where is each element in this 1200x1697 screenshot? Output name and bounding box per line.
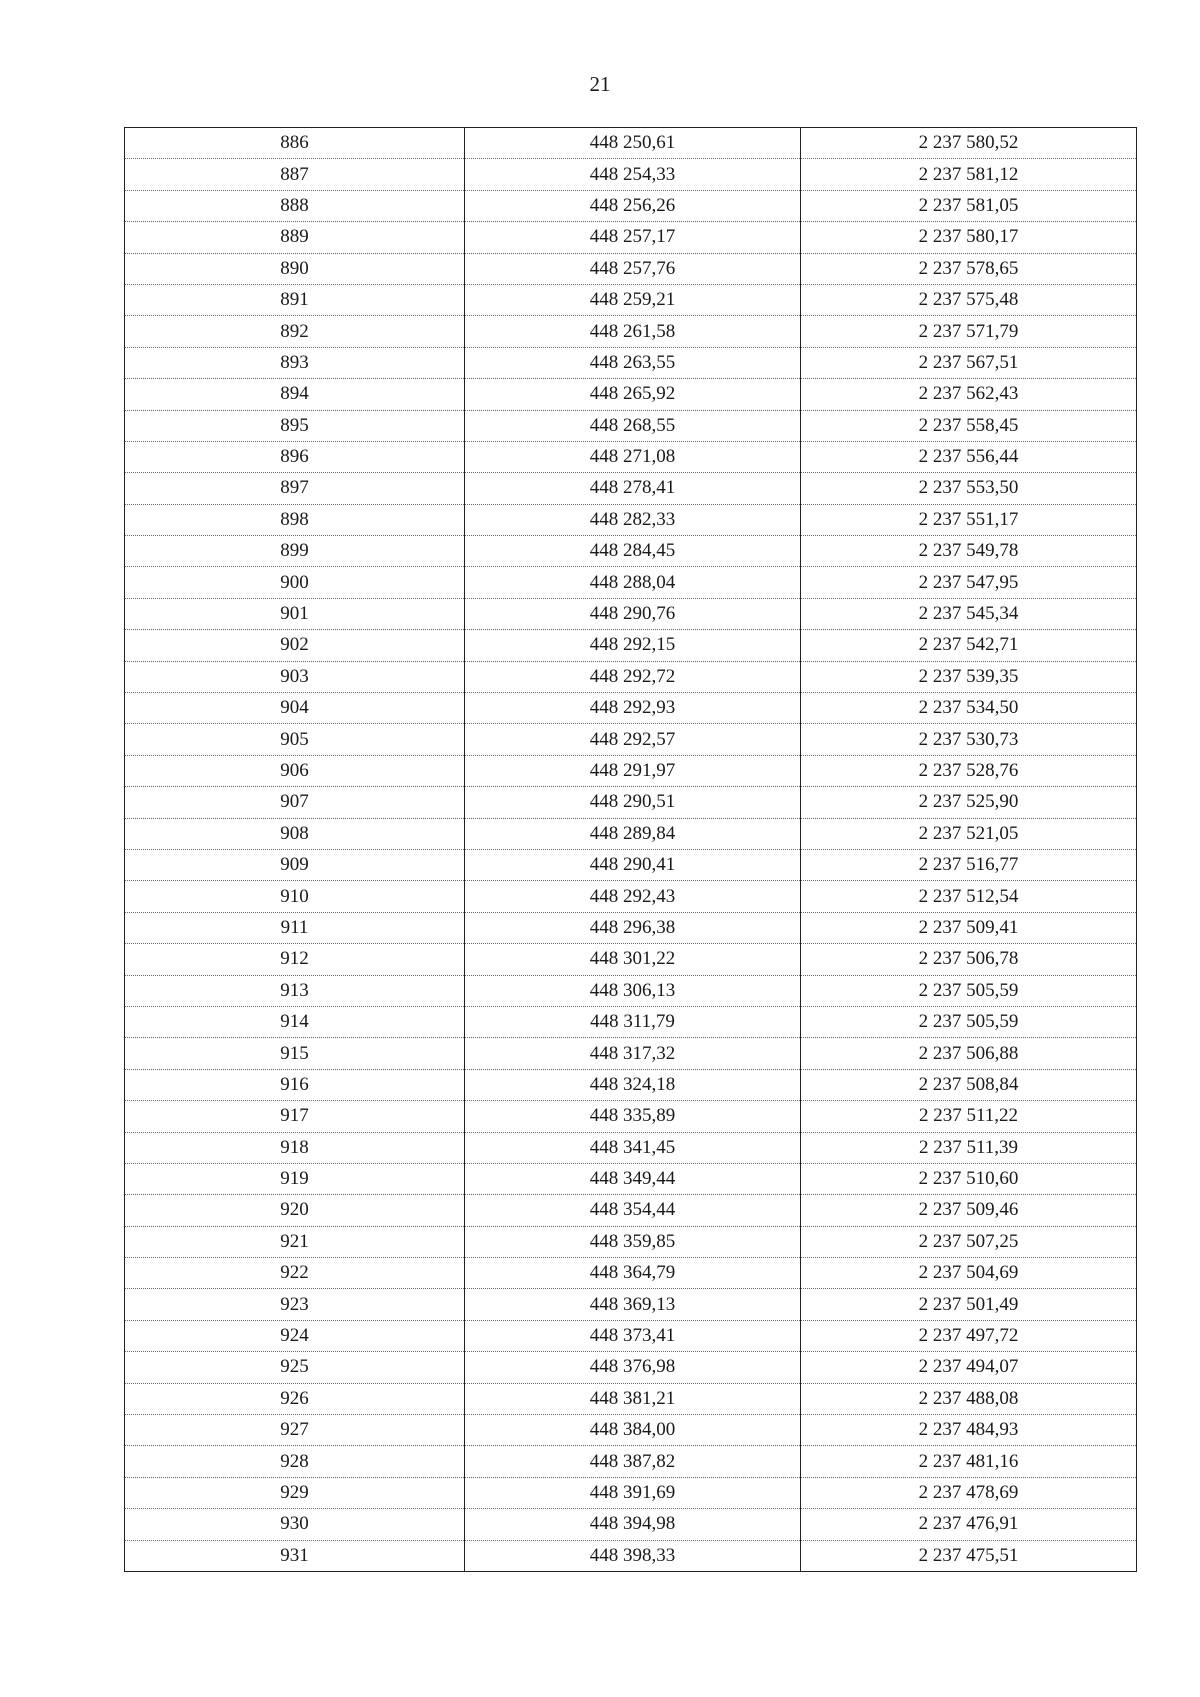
y-coordinate-cell: 2 237 478,69 <box>801 1477 1137 1508</box>
x-coordinate-cell: 448 290,76 <box>465 598 801 629</box>
table-row <box>125 630 1137 661</box>
x-coordinate-cell: 448 292,93 <box>465 693 801 724</box>
y-coordinate-cell: 2 237 506,78 <box>801 944 1137 975</box>
y-coordinate-cell: 2 237 562,43 <box>801 379 1137 410</box>
table-row <box>125 441 1137 472</box>
y-coordinate-cell: 2 237 578,65 <box>801 253 1137 284</box>
y-coordinate-cell: 2 237 525,90 <box>801 787 1137 818</box>
x-coordinate-cell: 448 391,69 <box>465 1477 801 1508</box>
x-coordinate-cell: 448 387,82 <box>465 1446 801 1477</box>
x-coordinate-cell: 448 301,22 <box>465 944 801 975</box>
y-coordinate-cell: 2 237 506,88 <box>801 1038 1137 1069</box>
x-coordinate-cell: 448 254,33 <box>465 159 801 190</box>
point-number-cell: 917 <box>125 1101 465 1132</box>
table-row <box>125 1226 1137 1257</box>
y-coordinate-cell: 2 237 509,46 <box>801 1195 1137 1226</box>
point-number-cell: 909 <box>125 849 465 880</box>
table-row <box>125 190 1137 221</box>
y-coordinate-cell: 2 237 571,79 <box>801 316 1137 347</box>
table-row <box>125 1101 1137 1132</box>
point-number-cell: 919 <box>125 1163 465 1194</box>
point-number-cell: 886 <box>125 128 465 159</box>
table-row <box>125 284 1137 315</box>
y-coordinate-cell: 2 237 551,17 <box>801 504 1137 535</box>
y-coordinate-cell: 2 237 575,48 <box>801 284 1137 315</box>
table-row <box>125 1195 1137 1226</box>
y-coordinate-cell: 2 237 504,69 <box>801 1258 1137 1289</box>
y-coordinate-cell: 2 237 580,52 <box>801 128 1137 159</box>
x-coordinate-cell: 448 296,38 <box>465 912 801 943</box>
point-number-cell: 927 <box>125 1415 465 1446</box>
table-row <box>125 818 1137 849</box>
point-number-cell: 898 <box>125 504 465 535</box>
y-coordinate-cell: 2 237 507,25 <box>801 1226 1137 1257</box>
table-row <box>125 1320 1137 1351</box>
point-number-cell: 931 <box>125 1540 465 1571</box>
x-coordinate-cell: 448 384,00 <box>465 1415 801 1446</box>
y-coordinate-cell: 2 237 511,22 <box>801 1101 1137 1132</box>
point-number-cell: 923 <box>125 1289 465 1320</box>
y-coordinate-cell: 2 237 545,34 <box>801 598 1137 629</box>
y-coordinate-cell: 2 237 497,72 <box>801 1320 1137 1351</box>
y-coordinate-cell: 2 237 542,71 <box>801 630 1137 661</box>
y-coordinate-cell: 2 237 549,78 <box>801 536 1137 567</box>
y-coordinate-cell: 2 237 516,77 <box>801 849 1137 880</box>
point-number-cell: 914 <box>125 1006 465 1037</box>
coordinates-table-body <box>125 128 1137 1572</box>
point-number-cell: 900 <box>125 567 465 598</box>
x-coordinate-cell: 448 289,84 <box>465 818 801 849</box>
table-row <box>125 473 1137 504</box>
point-number-cell: 892 <box>125 316 465 347</box>
table-row <box>125 567 1137 598</box>
x-coordinate-cell: 448 354,44 <box>465 1195 801 1226</box>
table-row <box>125 1132 1137 1163</box>
y-coordinate-cell: 2 237 553,50 <box>801 473 1137 504</box>
table-row <box>125 975 1137 1006</box>
point-number-cell: 889 <box>125 222 465 253</box>
x-coordinate-cell: 448 257,76 <box>465 253 801 284</box>
point-number-cell: 915 <box>125 1038 465 1069</box>
point-number-cell: 904 <box>125 693 465 724</box>
y-coordinate-cell: 2 237 567,51 <box>801 347 1137 378</box>
point-number-cell: 906 <box>125 755 465 786</box>
x-coordinate-cell: 448 292,15 <box>465 630 801 661</box>
point-number-cell: 921 <box>125 1226 465 1257</box>
y-coordinate-cell: 2 237 484,93 <box>801 1415 1137 1446</box>
point-number-cell: 887 <box>125 159 465 190</box>
point-number-cell: 902 <box>125 630 465 661</box>
y-coordinate-cell: 2 237 488,08 <box>801 1383 1137 1414</box>
point-number-cell: 899 <box>125 536 465 567</box>
y-coordinate-cell: 2 237 528,76 <box>801 755 1137 786</box>
y-coordinate-cell: 2 237 547,95 <box>801 567 1137 598</box>
x-coordinate-cell: 448 349,44 <box>465 1163 801 1194</box>
point-number-cell: 903 <box>125 661 465 692</box>
y-coordinate-cell: 2 237 558,45 <box>801 410 1137 441</box>
table-row <box>125 1446 1137 1477</box>
table-row <box>125 661 1137 692</box>
x-coordinate-cell: 448 317,32 <box>465 1038 801 1069</box>
x-coordinate-cell: 448 263,55 <box>465 347 801 378</box>
x-coordinate-cell: 448 261,58 <box>465 316 801 347</box>
point-number-cell: 893 <box>125 347 465 378</box>
table-row <box>125 693 1137 724</box>
x-coordinate-cell: 448 376,98 <box>465 1352 801 1383</box>
y-coordinate-cell: 2 237 481,16 <box>801 1446 1137 1477</box>
y-coordinate-cell: 2 237 505,59 <box>801 975 1137 1006</box>
point-number-cell: 918 <box>125 1132 465 1163</box>
y-coordinate-cell: 2 237 505,59 <box>801 1006 1137 1037</box>
point-number-cell: 910 <box>125 881 465 912</box>
x-coordinate-cell: 448 256,26 <box>465 190 801 221</box>
y-coordinate-cell: 2 237 508,84 <box>801 1069 1137 1100</box>
point-number-cell: 894 <box>125 379 465 410</box>
point-number-cell: 913 <box>125 975 465 1006</box>
x-coordinate-cell: 448 324,18 <box>465 1069 801 1100</box>
x-coordinate-cell: 448 292,43 <box>465 881 801 912</box>
x-coordinate-cell: 448 257,17 <box>465 222 801 253</box>
table-row <box>125 1415 1137 1446</box>
point-number-cell: 925 <box>125 1352 465 1383</box>
table-row <box>125 347 1137 378</box>
y-coordinate-cell: 2 237 556,44 <box>801 441 1137 472</box>
point-number-cell: 928 <box>125 1446 465 1477</box>
x-coordinate-cell: 448 292,57 <box>465 724 801 755</box>
point-number-cell: 920 <box>125 1195 465 1226</box>
point-number-cell: 907 <box>125 787 465 818</box>
coordinates-table <box>124 127 1137 1572</box>
point-number-cell: 905 <box>125 724 465 755</box>
table-row <box>125 724 1137 755</box>
point-number-cell: 929 <box>125 1477 465 1508</box>
y-coordinate-cell: 2 237 512,54 <box>801 881 1137 912</box>
table-row <box>125 881 1137 912</box>
x-coordinate-cell: 448 381,21 <box>465 1383 801 1414</box>
table-row <box>125 787 1137 818</box>
table-row <box>125 536 1137 567</box>
table-row <box>125 253 1137 284</box>
table-row <box>125 316 1137 347</box>
x-coordinate-cell: 448 290,51 <box>465 787 801 818</box>
table-row <box>125 1258 1137 1289</box>
x-coordinate-cell: 448 335,89 <box>465 1101 801 1132</box>
y-coordinate-cell: 2 237 581,05 <box>801 190 1137 221</box>
x-coordinate-cell: 448 398,33 <box>465 1540 801 1571</box>
x-coordinate-cell: 448 292,72 <box>465 661 801 692</box>
x-coordinate-cell: 448 290,41 <box>465 849 801 880</box>
y-coordinate-cell: 2 237 494,07 <box>801 1352 1137 1383</box>
table-row <box>125 1006 1137 1037</box>
table-row <box>125 1383 1137 1414</box>
x-coordinate-cell: 448 369,13 <box>465 1289 801 1320</box>
point-number-cell: 890 <box>125 253 465 284</box>
table-row <box>125 755 1137 786</box>
y-coordinate-cell: 2 237 530,73 <box>801 724 1137 755</box>
x-coordinate-cell: 448 250,61 <box>465 128 801 159</box>
x-coordinate-cell: 448 265,92 <box>465 379 801 410</box>
table-row <box>125 1038 1137 1069</box>
point-number-cell: 922 <box>125 1258 465 1289</box>
table-row <box>125 912 1137 943</box>
x-coordinate-cell: 448 359,85 <box>465 1226 801 1257</box>
x-coordinate-cell: 448 394,98 <box>465 1509 801 1540</box>
table-row <box>125 504 1137 535</box>
point-number-cell: 895 <box>125 410 465 441</box>
x-coordinate-cell: 448 306,13 <box>465 975 801 1006</box>
point-number-cell: 930 <box>125 1509 465 1540</box>
table-row <box>125 222 1137 253</box>
y-coordinate-cell: 2 237 581,12 <box>801 159 1137 190</box>
x-coordinate-cell: 448 311,79 <box>465 1006 801 1037</box>
x-coordinate-cell: 448 271,08 <box>465 441 801 472</box>
point-number-cell: 916 <box>125 1069 465 1100</box>
y-coordinate-cell: 2 237 501,49 <box>801 1289 1137 1320</box>
table-row <box>125 1477 1137 1508</box>
x-coordinate-cell: 448 278,41 <box>465 473 801 504</box>
table-row <box>125 410 1137 441</box>
table-row <box>125 598 1137 629</box>
y-coordinate-cell: 2 237 475,51 <box>801 1540 1137 1571</box>
page-number: 21 <box>589 72 611 96</box>
point-number-cell: 891 <box>125 284 465 315</box>
point-number-cell: 911 <box>125 912 465 943</box>
point-number-cell: 901 <box>125 598 465 629</box>
y-coordinate-cell: 2 237 534,50 <box>801 693 1137 724</box>
y-coordinate-cell: 2 237 539,35 <box>801 661 1137 692</box>
x-coordinate-cell: 448 373,41 <box>465 1320 801 1351</box>
x-coordinate-cell: 448 259,21 <box>465 284 801 315</box>
y-coordinate-cell: 2 237 511,39 <box>801 1132 1137 1163</box>
y-coordinate-cell: 2 237 510,60 <box>801 1163 1137 1194</box>
table-row <box>125 128 1137 159</box>
y-coordinate-cell: 2 237 509,41 <box>801 912 1137 943</box>
table-row <box>125 944 1137 975</box>
point-number-cell: 912 <box>125 944 465 975</box>
table-row <box>125 1069 1137 1100</box>
x-coordinate-cell: 448 282,33 <box>465 504 801 535</box>
x-coordinate-cell: 448 291,97 <box>465 755 801 786</box>
x-coordinate-cell: 448 364,79 <box>465 1258 801 1289</box>
y-coordinate-cell: 2 237 580,17 <box>801 222 1137 253</box>
table-row <box>125 379 1137 410</box>
x-coordinate-cell: 448 284,45 <box>465 536 801 567</box>
table-row <box>125 1509 1137 1540</box>
y-coordinate-cell: 2 237 476,91 <box>801 1509 1137 1540</box>
point-number-cell: 896 <box>125 441 465 472</box>
point-number-cell: 908 <box>125 818 465 849</box>
point-number-cell: 924 <box>125 1320 465 1351</box>
table-row <box>125 159 1137 190</box>
table-row <box>125 1540 1137 1571</box>
x-coordinate-cell: 448 268,55 <box>465 410 801 441</box>
point-number-cell: 888 <box>125 190 465 221</box>
table-row <box>125 1163 1137 1194</box>
x-coordinate-cell: 448 341,45 <box>465 1132 801 1163</box>
table-row <box>125 849 1137 880</box>
x-coordinate-cell: 448 288,04 <box>465 567 801 598</box>
table-row <box>125 1289 1137 1320</box>
table-row <box>125 1352 1137 1383</box>
point-number-cell: 897 <box>125 473 465 504</box>
y-coordinate-cell: 2 237 521,05 <box>801 818 1137 849</box>
point-number-cell: 926 <box>125 1383 465 1414</box>
